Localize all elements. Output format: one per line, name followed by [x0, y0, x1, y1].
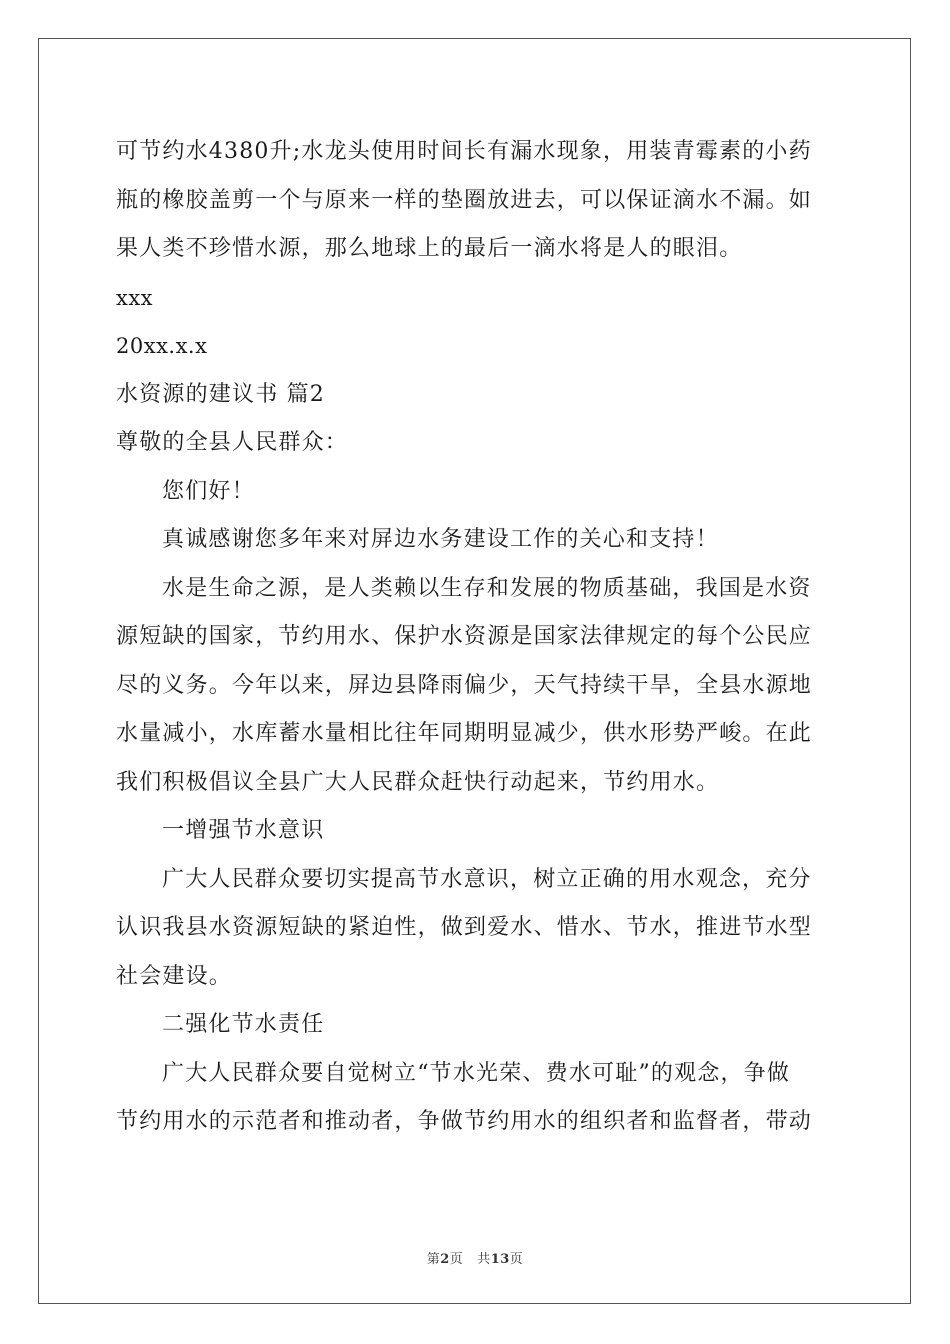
signature-name: xxx: [116, 285, 154, 310]
paragraph-line: 尽的义务。今年以来，屏边县降雨偏少，天气持续干旱，全县水源地: [116, 672, 813, 698]
page-footer: [0, 1248, 950, 1267]
paragraph-line: 可节约水4380升;水龙头使用时间长有漏水现象，用装青霉素的小药: [116, 139, 812, 164]
paragraph-line: 果人类不珍惜水源，那么地球上的最后一滴水将是人的眼泪。: [116, 236, 743, 261]
subheading: 二强化节水责任: [162, 1012, 325, 1037]
paragraph-line: 认识我县水资源短缺的紧迫性，做到爱水、惜水、节水，推进节水型: [116, 915, 813, 940]
subheading: 一增强节水意识: [162, 818, 325, 843]
paragraph-line: 水是生命之源，是人类赖以生存和发展的物质基础，我国是水资: [162, 575, 812, 601]
signature-date: 20xx.x.x: [116, 334, 208, 358]
salutation: 尊敬的全县人民群众：: [116, 430, 349, 455]
section-title: 水资源的建议书 篇2: [116, 381, 325, 407]
total-page-count: 13: [490, 1252, 510, 1267]
footer-prefix: 第: [426, 1252, 441, 1267]
paragraph-line: 瓶的橡胶盖剪一个与原来一样的垫圈放进去，可以保证滴水不漏。如: [116, 187, 813, 213]
footer-total-suffix: 页: [509, 1252, 524, 1267]
paragraph-line: 社会建设。: [116, 963, 233, 989]
greeting: 您们好！: [162, 478, 255, 504]
paragraph-line: 真诚感谢您多年来对屏边水务建设工作的关心和支持！: [162, 527, 719, 552]
paragraph-line: 我们积极倡议全县广大人民群众赶快行动起来，节约用水。: [116, 769, 720, 795]
paragraph-line: 水量减小，水库蓄水量相比往年同期明显减少，供水形势严峻。在此: [116, 721, 813, 746]
paragraph-line: 节约用水的示范者和推动者，争做节约用水的组织者和监督者，带动: [116, 1109, 813, 1134]
footer-total-prefix: 共: [477, 1252, 491, 1267]
document-body: [116, 128, 836, 1147]
paragraph-line: 广大人民群众要切实提高节水意识，树立正确的用水观念，充分: [162, 866, 812, 892]
footer-page-suffix: 页: [449, 1252, 464, 1267]
paragraph-line: 源短缺的国家，节约用水、保护水资源是国家法律规定的每个公民应: [116, 624, 813, 649]
current-page-number: 2: [440, 1252, 450, 1267]
paragraph-line: 广大人民群众要自觉树立“节水光荣、费水可耻”的观念，争做: [162, 1060, 791, 1086]
